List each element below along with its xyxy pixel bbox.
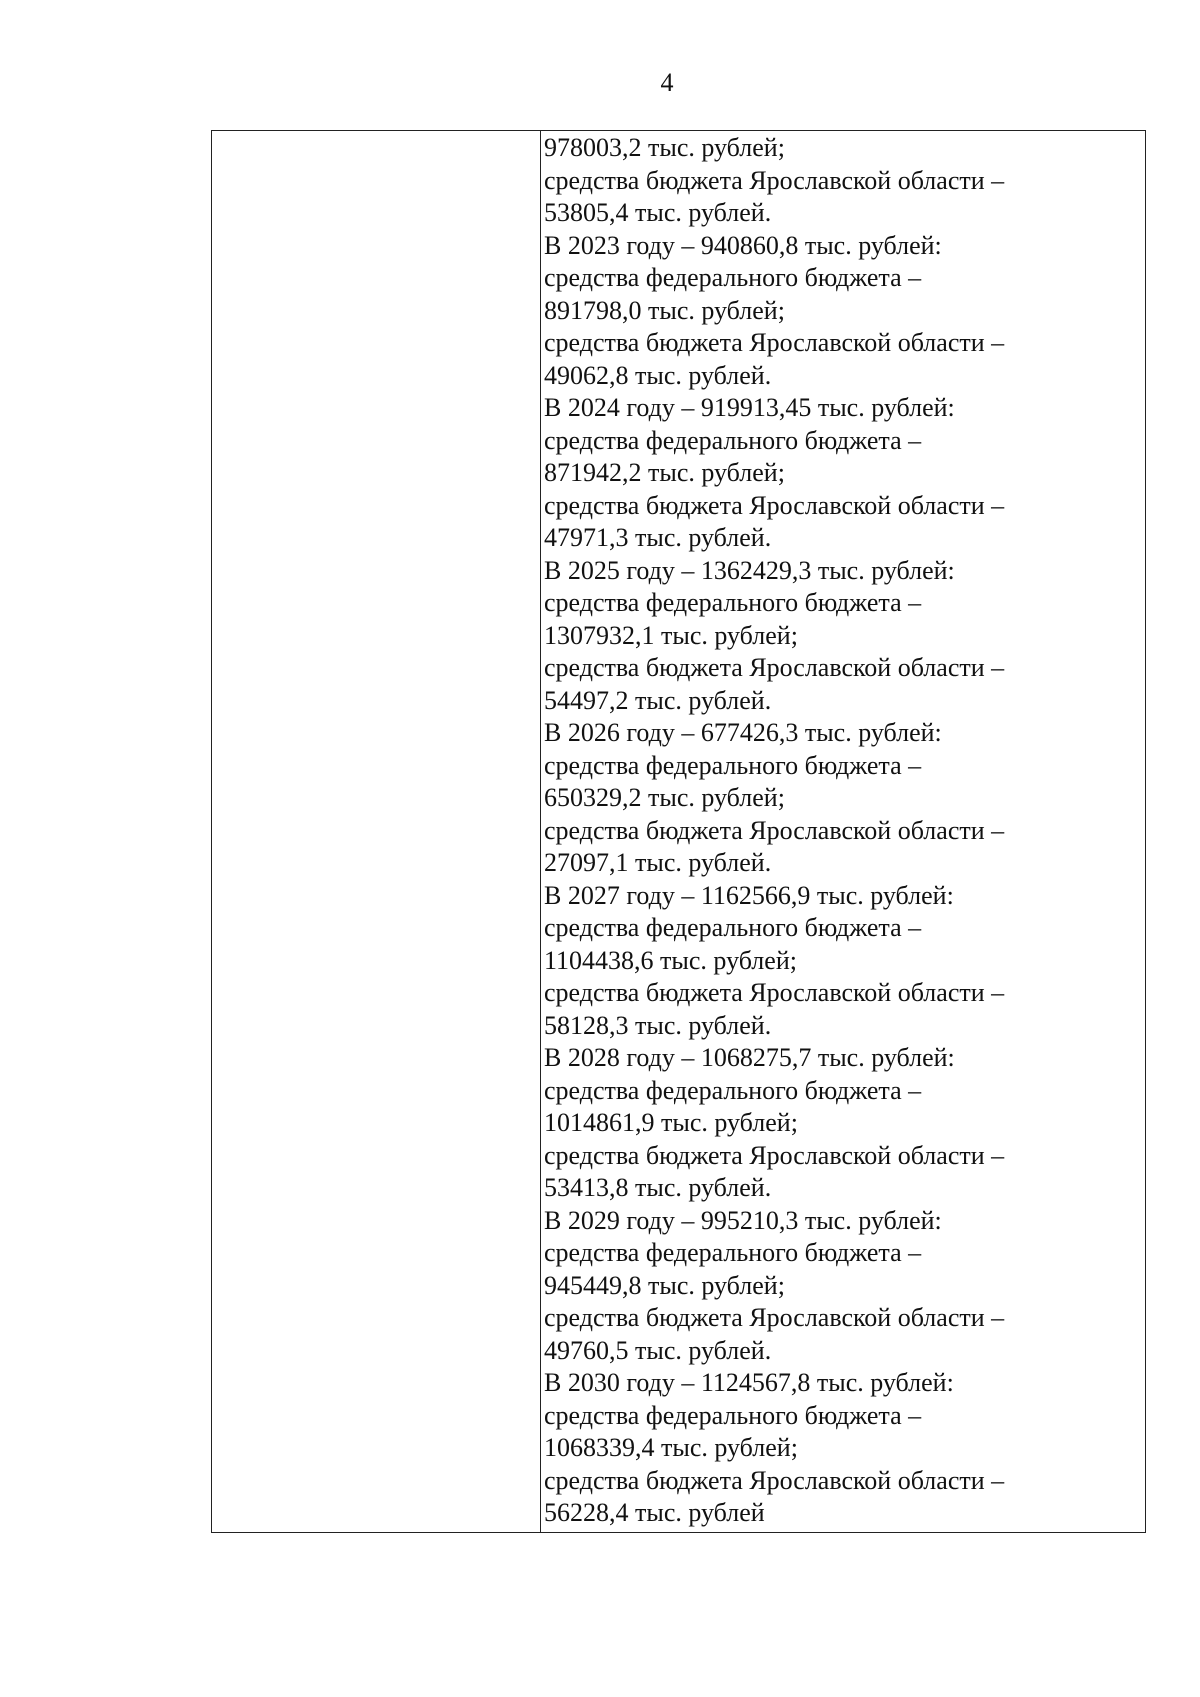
funding-line: В 2023 году – 940860,8 тыс. рублей:	[544, 230, 942, 260]
funding-line: 53805,4 тыс. рублей.	[544, 198, 772, 227]
funding-line: средства бюджета Ярославской области –	[544, 328, 1005, 357]
funding-details-cell	[541, 131, 1145, 1532]
funding-line: В 2026 году – 677426,3 тыс. рублей:	[544, 718, 942, 747]
funding-line: средства федерального бюджета –	[544, 1075, 922, 1105]
funding-line: В 2027 году – 1162566,9 тыс. рублей:	[544, 880, 954, 910]
funding-line: 56228,4 тыс. рублей	[544, 1498, 765, 1527]
funding-line: 49760,5 тыс. рублей.	[544, 1335, 772, 1365]
funding-line: 47971,3 тыс. рублей.	[544, 523, 772, 552]
funding-line: 49062,8 тыс. рублей.	[544, 360, 772, 390]
funding-line: средства бюджета Ярославской области –	[544, 165, 1005, 195]
funding-line: средства бюджета Ярославской области –	[544, 1140, 1005, 1170]
funding-line: В 2025 году – 1362429,3 тыс. рублей:	[544, 555, 955, 585]
funding-line: средства бюджета Ярославской области –	[544, 490, 1005, 520]
funding-line: средства бюджета Ярославской области –	[544, 1303, 1005, 1332]
funding-line: 650329,2 тыс. рублей;	[544, 783, 785, 812]
funding-line: 891798,0 тыс. рублей;	[544, 295, 785, 325]
funding-line: 978003,2 тыс. рублей;	[544, 133, 785, 162]
funding-line: 945449,8 тыс. рублей;	[544, 1270, 785, 1300]
funding-line: средства федерального бюджета –	[544, 913, 922, 942]
funding-line: средства федерального бюджета –	[544, 263, 922, 292]
funding-line: средства бюджета Ярославской области –	[544, 1465, 1005, 1495]
table-label-cell	[212, 131, 541, 1532]
funding-line: 1104438,6 тыс. рублей;	[544, 945, 797, 975]
funding-line: 27097,1 тыс. рублей.	[544, 848, 772, 877]
funding-line: 1307932,1 тыс. рублей;	[544, 620, 798, 650]
funding-line: 58128,3 тыс. рублей.	[544, 1010, 772, 1040]
funding-line: 1014861,9 тыс. рублей;	[544, 1108, 798, 1137]
funding-line: средства бюджета Ярославской области –	[544, 978, 1005, 1007]
funding-line: средства федерального бюджета –	[544, 1238, 922, 1267]
funding-line: средства федерального бюджета –	[544, 750, 922, 780]
funding-line: 1068339,4 тыс. рублей;	[544, 1433, 798, 1462]
funding-line: В 2028 году – 1068275,7 тыс. рублей:	[544, 1043, 955, 1072]
page-number: 4	[660, 68, 674, 97]
funding-line: средства федерального бюджета –	[544, 1400, 922, 1430]
funding-line: В 2024 году – 919913,45 тыс. рублей:	[544, 393, 955, 422]
funding-table	[211, 130, 1146, 1533]
funding-line: средства федерального бюджета –	[544, 425, 922, 455]
funding-line: 871942,2 тыс. рублей;	[544, 458, 785, 487]
funding-line: средства федерального бюджета –	[544, 588, 922, 617]
funding-line: 53413,8 тыс. рублей.	[544, 1173, 772, 1202]
funding-line: В 2030 году – 1124567,8 тыс. рублей:	[544, 1368, 954, 1397]
funding-line: В 2029 году – 995210,3 тыс. рублей:	[544, 1205, 942, 1235]
funding-line: средства бюджета Ярославской области –	[544, 653, 1005, 682]
funding-line: 54497,2 тыс. рублей.	[544, 685, 772, 715]
funding-line: средства бюджета Ярославской области –	[544, 815, 1005, 845]
